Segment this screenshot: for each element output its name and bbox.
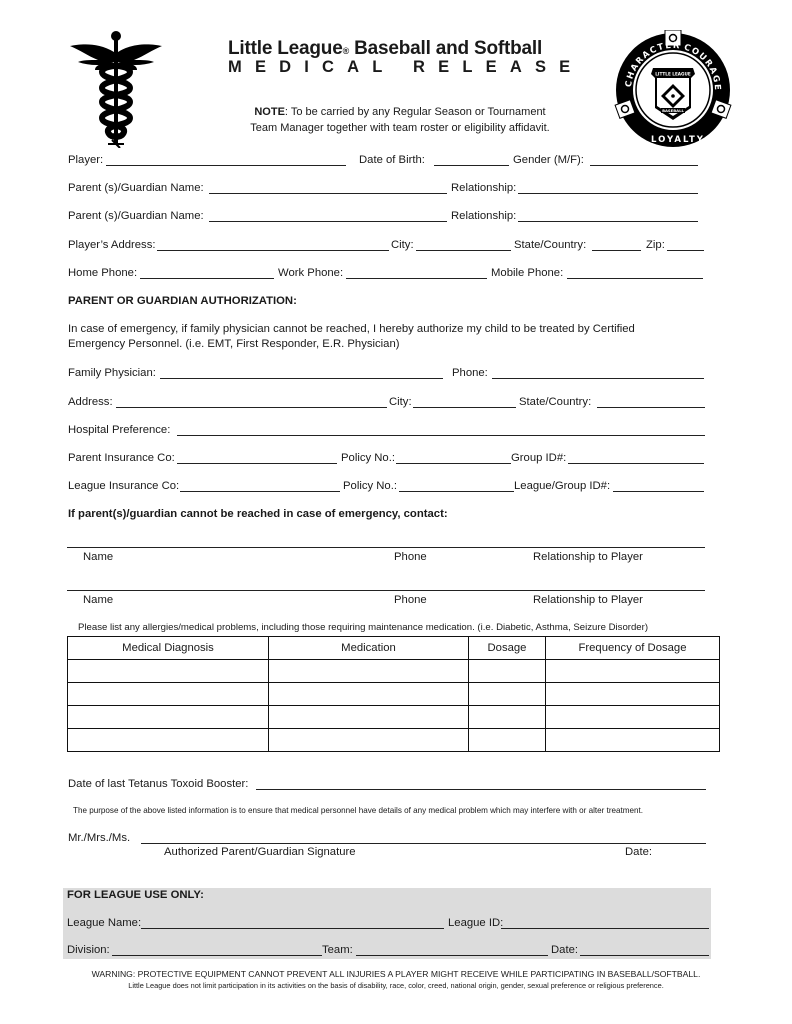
- league-date-field[interactable]: [580, 955, 709, 956]
- dosage-cell[interactable]: [469, 729, 546, 752]
- relationship2-label: Relationship:: [451, 210, 517, 222]
- city-label: City:: [391, 239, 414, 251]
- zip-field[interactable]: [667, 250, 704, 251]
- column-header-frequency: Frequency of Dosage: [546, 637, 720, 660]
- contact-2-relationship-label: Relationship to Player: [533, 594, 643, 606]
- medication-cell[interactable]: [269, 706, 469, 729]
- dob-field[interactable]: [434, 165, 509, 166]
- signature-field[interactable]: [141, 843, 706, 844]
- relationship1-label: Relationship:: [451, 182, 517, 194]
- player-field[interactable]: [106, 165, 346, 166]
- league-insurance-field[interactable]: [180, 491, 340, 492]
- physician-state-label: State/Country:: [519, 396, 592, 408]
- contact-1-name-label: Name: [83, 551, 114, 563]
- league-name-label: League Name:: [67, 917, 142, 929]
- signature-label: Authorized Parent/Guardian Signature: [164, 846, 356, 858]
- league-date-label: Date:: [551, 944, 579, 956]
- physician-city-field[interactable]: [413, 407, 516, 408]
- physician-address-field[interactable]: [116, 407, 387, 408]
- player-address-label: Player’s Address:: [68, 239, 156, 251]
- division-field[interactable]: [112, 955, 322, 956]
- league-name-field[interactable]: [141, 928, 444, 929]
- team-field[interactable]: [356, 955, 548, 956]
- city-field[interactable]: [416, 250, 511, 251]
- policy2-field[interactable]: [399, 491, 514, 492]
- contact-1-phone-label: Phone: [394, 551, 427, 563]
- contact-2-phone-label: Phone: [394, 594, 427, 606]
- home-phone-label: Home Phone:: [68, 267, 138, 279]
- medical-instruction: Please list any allergies/medical problems, including those requiring maintenance medication. (i.e. Diabetic, Asthma, Seizure Disorder): [78, 622, 649, 633]
- parent-insurance-label: Parent Insurance Co:: [68, 452, 175, 464]
- parent2-field[interactable]: [209, 221, 447, 222]
- group-id-field[interactable]: [568, 463, 704, 464]
- dosage-cell[interactable]: [469, 706, 546, 729]
- relationship2-field[interactable]: [518, 221, 698, 222]
- family-physician-field[interactable]: [160, 378, 443, 379]
- dosage-cell[interactable]: [469, 683, 546, 706]
- medication-cell[interactable]: [269, 660, 469, 683]
- frequency-cell[interactable]: [546, 729, 720, 752]
- work-phone-label: Work Phone:: [278, 267, 344, 279]
- little-league-seal: [613, 30, 733, 150]
- tetanus-field[interactable]: [256, 789, 706, 790]
- league-id-label: League ID:: [448, 917, 504, 929]
- diagnosis-cell[interactable]: [68, 706, 269, 729]
- home-phone-field[interactable]: [140, 278, 274, 279]
- policy1-field[interactable]: [396, 463, 511, 464]
- column-header-medication: Medication: [269, 637, 469, 660]
- dob-label: Date of Birth:: [359, 154, 425, 166]
- diagnosis-cell[interactable]: [68, 683, 269, 706]
- league-group-id-field[interactable]: [613, 491, 704, 492]
- contact-1-relationship-label: Relationship to Player: [533, 551, 643, 563]
- physician-phone-label: Phone:: [452, 367, 488, 379]
- physician-address-label: Address:: [68, 396, 113, 408]
- mobile-phone-field[interactable]: [567, 278, 703, 279]
- seal-text-courage: COURAGE: [682, 42, 723, 92]
- division-label: Division:: [67, 944, 110, 956]
- hospital-label: Hospital Preference:: [68, 424, 171, 436]
- medication-cell[interactable]: [269, 729, 469, 752]
- authorization-heading: PARENT OR GUARDIAN AUTHORIZATION:: [68, 295, 297, 307]
- gender-field[interactable]: [590, 165, 698, 166]
- seal-text-baseball: BASEBALL: [662, 108, 684, 114]
- seal-text-little-league: LITTLE LEAGUE: [655, 71, 691, 77]
- caduceus-icon: [68, 26, 164, 148]
- note-line-2: Team Manager together with team roster or eligibility affidavit.: [250, 122, 550, 134]
- medication-cell[interactable]: [269, 683, 469, 706]
- league-group-id-label: League/Group ID#:: [514, 480, 611, 492]
- purpose-statement: The purpose of the above listed information is to ensure that medical personnel have details of any medical problem which may interfere with or alter treatment.: [73, 806, 644, 815]
- warning-text: WARNING: PROTECTIVE EQUIPMENT CANNOT PREVENT ALL INJURIES A PLAYER MIGHT RECEIVE WHILE PARTICIPATING IN BASEBALL/SOFTBALL.: [91, 969, 701, 979]
- form-subtitle: MEDICAL RELEASE: [228, 58, 584, 76]
- parent-insurance-field[interactable]: [177, 463, 337, 464]
- authorization-paragraph-1: In case of emergency, if family physician cannot be reached, I hereby authorize my child to be treated by Certified: [68, 323, 635, 335]
- family-physician-label: Family Physician:: [68, 367, 156, 379]
- relationship1-field[interactable]: [518, 193, 698, 194]
- table-row: [68, 660, 720, 683]
- work-phone-field[interactable]: [346, 278, 487, 279]
- zip-label: Zip:: [646, 239, 665, 251]
- emergency-heading: If parent(s)/guardian cannot be reached in case of emergency, contact:: [68, 508, 448, 520]
- column-header-diagnosis: Medical Diagnosis: [68, 637, 269, 660]
- salutation-label: Mr./Mrs./Ms.: [68, 832, 131, 844]
- frequency-cell[interactable]: [546, 683, 720, 706]
- state-label: State/Country:: [514, 239, 587, 251]
- player-label: Player:: [68, 154, 104, 166]
- authorization-paragraph-2: Emergency Personnel. (i.e. EMT, First Responder, E.R. Physician): [68, 338, 400, 350]
- diagnosis-cell[interactable]: [68, 729, 269, 752]
- physician-city-label: City:: [389, 396, 412, 408]
- parent2-label: Parent (s)/Guardian Name:: [68, 210, 204, 222]
- league-id-field[interactable]: [501, 928, 709, 929]
- team-label: Team:: [322, 944, 353, 956]
- diagnosis-cell[interactable]: [68, 660, 269, 683]
- physician-phone-field[interactable]: [492, 378, 704, 379]
- medical-table: [67, 636, 720, 752]
- group-id-label: Group ID#:: [511, 452, 567, 464]
- emergency-contact-1-field[interactable]: [67, 547, 705, 548]
- medical-table-header: [68, 637, 720, 660]
- parent1-label: Parent (s)/Guardian Name:: [68, 182, 204, 194]
- player-address-field[interactable]: [157, 250, 389, 251]
- emergency-contact-2-field[interactable]: [67, 590, 705, 591]
- league-insurance-label: League Insurance Co:: [68, 480, 180, 492]
- state-field[interactable]: [592, 250, 641, 251]
- seal-text-character: CHARACTER: [623, 40, 682, 88]
- policy2-label: Policy No.:: [343, 480, 397, 492]
- table-row: [68, 706, 720, 729]
- frequency-cell[interactable]: [546, 706, 720, 729]
- hospital-field[interactable]: [177, 435, 705, 436]
- disclaimer-text: Little League does not limit participation in its activities on the basis of disability, race, color, creed, national origin, gender, sexual preference or religious preference.: [128, 981, 664, 990]
- table-row: [68, 683, 720, 706]
- tetanus-label: Date of last Tetanus Toxoid Booster:: [68, 778, 249, 790]
- column-header-dosage: Dosage: [469, 637, 546, 660]
- league-use-heading: FOR LEAGUE USE ONLY:: [67, 889, 204, 901]
- seal-text-loyalty: LOYALTY: [651, 135, 705, 145]
- mobile-phone-label: Mobile Phone:: [491, 267, 564, 279]
- dosage-cell[interactable]: [469, 660, 546, 683]
- little-league-seal-icon: [613, 30, 733, 150]
- policy1-label: Policy No.:: [341, 452, 395, 464]
- note-line-1: NOTE: To be carried by any Regular Season or Tournament: [254, 106, 546, 118]
- table-row: [68, 729, 720, 752]
- caduceus-logo: [68, 26, 164, 148]
- form-title: Little League® Baseball and Softball: [228, 38, 543, 59]
- contact-2-name-label: Name: [83, 594, 114, 606]
- gender-label: Gender (M/F):: [513, 154, 584, 166]
- physician-state-field[interactable]: [597, 407, 705, 408]
- parent1-field[interactable]: [209, 193, 447, 194]
- signature-date-label: Date:: [625, 846, 653, 858]
- frequency-cell[interactable]: [546, 660, 720, 683]
